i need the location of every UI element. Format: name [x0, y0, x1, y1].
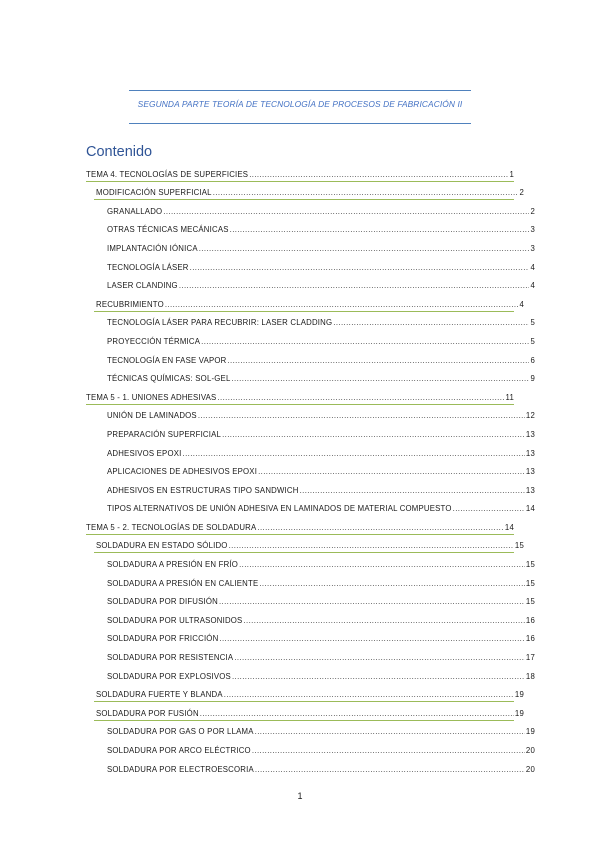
- toc-entry-label: SOLDADURA POR RESISTENCIA: [107, 653, 234, 663]
- toc-dot-leader: [257, 523, 504, 532]
- page-number: 1: [297, 791, 303, 801]
- toc-dot-leader: [219, 634, 525, 643]
- toc-dot-leader: [179, 281, 530, 290]
- toc-entry[interactable]: [86, 275, 535, 294]
- toc-dot-leader: [222, 430, 525, 439]
- toc-entry-page: 3: [530, 243, 535, 253]
- toc-entry-label: SOLDADURA POR FUSIÓN: [96, 708, 199, 718]
- toc-entry[interactable]: [86, 628, 535, 647]
- toc-dot-leader: [239, 560, 525, 569]
- toc-entry-page: 4: [530, 281, 535, 291]
- toc-dot-leader: [200, 709, 514, 718]
- toc-dot-leader: [243, 616, 524, 625]
- toc-dot-leader: [234, 653, 525, 662]
- toc-entry-page: 2: [519, 188, 524, 198]
- toc-entry[interactable]: [86, 479, 535, 498]
- toc-entry-label: OTRAS TÉCNICAS MECÁNICAS: [107, 225, 229, 235]
- toc-entry[interactable]: [86, 498, 535, 517]
- toc-entry-label: SOLDADURA POR ULTRASONIDOS: [107, 615, 243, 625]
- toc-entry[interactable]: [86, 721, 535, 740]
- toc-entry-page: 11: [505, 392, 514, 402]
- toc-entry-label: LASER CLANDING: [107, 281, 178, 291]
- toc-dot-leader: [198, 411, 525, 420]
- toc-entry[interactable]: [86, 423, 535, 442]
- toc-entry-page: 3: [530, 225, 535, 235]
- toc-entry-label: SOLDADURA POR EXPLOSIVOS: [107, 671, 231, 681]
- toc-entry[interactable]: [86, 349, 535, 368]
- toc-entry-page: 14: [525, 504, 535, 514]
- toc-entry[interactable]: [86, 312, 535, 331]
- toc-entry-label: TECNOLOGÍA LÁSER: [107, 262, 189, 272]
- toc-entry-label: TECNOLOGÍA EN FASE VAPOR: [107, 355, 227, 365]
- toc-entry[interactable]: [86, 200, 535, 219]
- toc-dot-leader: [259, 579, 525, 588]
- toc-entry[interactable]: [86, 758, 535, 777]
- toc-dot-leader: [333, 318, 529, 327]
- toc-entry-page: 13: [525, 467, 535, 477]
- toc-entry-page: 6: [530, 355, 535, 365]
- toc-entry[interactable]: [86, 572, 535, 591]
- toc-entry-label: TEMA 5 - 2. TECNOLOGÍAS DE SOLDADURA: [86, 522, 257, 532]
- toc-dot-leader: [258, 467, 525, 476]
- toc-entry-label: RECUBRIMIENTO: [96, 299, 164, 309]
- toc-entry-label: UNIÓN DE LAMINADOS: [107, 411, 197, 421]
- document-subtitle: SEGUNDA PARTE TEORÍA DE TECNOLOGÍA DE PROCESOS DE FABRICACIÓN II: [137, 99, 463, 109]
- toc-dot-leader: [255, 727, 525, 736]
- toc-entry-page: 9: [530, 374, 535, 384]
- toc-entry-label: IMPLANTACIÓN IÓNICA: [107, 243, 198, 253]
- toc-dot-leader: [300, 486, 525, 495]
- toc-dot-leader: [219, 597, 525, 606]
- toc-entry[interactable]: [86, 163, 514, 182]
- toc-entry-page: 18: [525, 671, 535, 681]
- toc-dot-leader: [213, 188, 519, 197]
- toc-dot-leader: [224, 690, 514, 699]
- toc-entry-page: 20: [525, 764, 535, 774]
- toc-entry-page: 15: [525, 578, 535, 588]
- toc-entry-label: TÉCNICAS QUÍMICAS: SOL-GEL: [107, 374, 231, 384]
- toc-entry-label: PROYECCIÓN TÉRMICA: [107, 336, 201, 346]
- toc-entry-page: 13: [525, 448, 535, 458]
- toc-dot-leader: [183, 449, 525, 458]
- toc-entry[interactable]: [86, 516, 514, 535]
- toc-entry-page: 16: [525, 615, 535, 625]
- toc-dot-leader: [201, 337, 529, 346]
- toc-entry-page: 19: [514, 690, 524, 700]
- toc-entry-label: GRANALLADO: [107, 206, 163, 216]
- toc-dot-leader: [255, 765, 525, 774]
- toc-dot-leader: [227, 356, 529, 365]
- toc-entry-label: SOLDADURA A PRESIÓN EN FRÍO: [107, 560, 239, 570]
- toc-entry-label: PREPARACIÓN SUPERFICIAL: [107, 429, 222, 439]
- toc-dot-leader: [229, 541, 514, 550]
- toc-title: Contenido: [86, 144, 153, 160]
- toc-entry-page: 17: [525, 653, 535, 663]
- toc-dot-leader: [165, 300, 519, 309]
- toc-entry[interactable]: [86, 182, 524, 201]
- toc-entry-page: 19: [525, 727, 535, 737]
- toc-entry-page: 4: [519, 299, 524, 309]
- toc-entry-page: 14: [504, 522, 514, 532]
- toc-entry[interactable]: [86, 535, 524, 554]
- toc-dot-leader: [230, 225, 530, 234]
- toc-entry[interactable]: [86, 293, 524, 312]
- toc-dot-leader: [199, 244, 530, 253]
- toc-entry-page: 4: [530, 262, 535, 272]
- toc-entry[interactable]: [86, 330, 535, 349]
- toc-entry-label: SOLDADURA POR GAS O POR LLAMA: [107, 727, 254, 737]
- toc-dot-leader: [217, 393, 504, 402]
- toc-entry[interactable]: [86, 386, 514, 405]
- toc-entry-label: SOLDADURA A PRESIÓN EN CALIENTE: [107, 578, 259, 588]
- toc-entry[interactable]: [86, 237, 535, 256]
- toc-dot-leader: [252, 746, 525, 755]
- toc-entry[interactable]: [86, 461, 535, 480]
- toc-entry-label: MODIFICACIÓN SUPERFICIAL: [96, 188, 212, 198]
- toc-dot-leader: [190, 263, 530, 272]
- toc-entry-label: SOLDADURA POR ARCO ELÉCTRICO: [107, 746, 251, 755]
- toc-entry[interactable]: [86, 553, 535, 572]
- toc-entry[interactable]: [86, 646, 535, 665]
- toc-entry-page: 13: [525, 429, 535, 439]
- toc-entry-page: 2: [530, 206, 535, 216]
- toc-entry-page: 15: [514, 541, 524, 551]
- toc-entry-page: 5: [530, 336, 535, 346]
- toc-entry-label: ADHESIVOS EPOXI: [107, 448, 182, 458]
- toc-entry-label: TEMA 5 - 1. UNIONES ADHESIVAS: [86, 392, 217, 402]
- toc-entry-label: APLICACIONES DE ADHESIVOS EPOXI: [107, 467, 258, 477]
- toc-entry-page: 13: [525, 485, 535, 495]
- toc-entry-page: 20: [525, 746, 535, 755]
- toc-entry[interactable]: [86, 702, 524, 721]
- toc-entry-label: SOLDADURA POR ELECTROESCORIA: [107, 764, 254, 774]
- toc-dot-leader: [163, 207, 529, 216]
- toc-entry[interactable]: [86, 739, 535, 758]
- toc-entry-label: SOLDADURA POR DIFUSIÓN: [107, 597, 218, 607]
- toc-entry[interactable]: [86, 591, 535, 610]
- toc-entry-label: TEMA 4. TECNOLOGÍAS DE SUPERFICIES: [86, 169, 249, 179]
- table-of-contents: [86, 163, 535, 777]
- toc-entry-label: ADHESIVOS EN ESTRUCTURAS TIPO SANDWICH: [107, 485, 299, 495]
- toc-entry[interactable]: [86, 684, 524, 703]
- toc-entry-page: 15: [525, 597, 535, 607]
- toc-entry[interactable]: [86, 609, 535, 628]
- toc-entry-page: 12: [525, 411, 535, 421]
- toc-dot-leader: [232, 672, 525, 681]
- toc-entry-label: TIPOS ALTERNATIVOS DE UNIÓN ADHESIVA EN LAMINADOS DE MATERIAL COMPUESTO: [107, 504, 452, 514]
- toc-entry-page: 16: [525, 634, 535, 644]
- toc-entry[interactable]: [86, 442, 535, 461]
- toc-entry[interactable]: [86, 405, 535, 424]
- toc-entry[interactable]: [86, 368, 535, 387]
- toc-entry-page: 5: [530, 318, 535, 328]
- toc-entry[interactable]: [86, 256, 535, 275]
- toc-dot-leader: [453, 504, 525, 513]
- toc-entry[interactable]: [86, 219, 535, 238]
- header-rule-top: [129, 90, 471, 91]
- toc-entry[interactable]: [86, 665, 535, 684]
- toc-entry-label: SOLDADURA EN ESTADO SÓLIDO: [96, 541, 228, 551]
- toc-entry-label: SOLDADURA FUERTE Y BLANDA: [96, 690, 223, 700]
- toc-entry-label: TECNOLOGÍA LÁSER PARA RECUBRIR: LASER CLADDING: [107, 318, 333, 328]
- header-rule-bottom: [129, 123, 471, 124]
- toc-dot-leader: [231, 374, 529, 383]
- toc-entry-label: SOLDADURA POR FRICCIÓN: [107, 634, 219, 644]
- toc-entry-page: 15: [525, 560, 535, 570]
- toc-dot-leader: [249, 170, 508, 179]
- toc-entry-page: 19: [514, 708, 524, 718]
- toc-entry-page: 1: [509, 169, 514, 179]
